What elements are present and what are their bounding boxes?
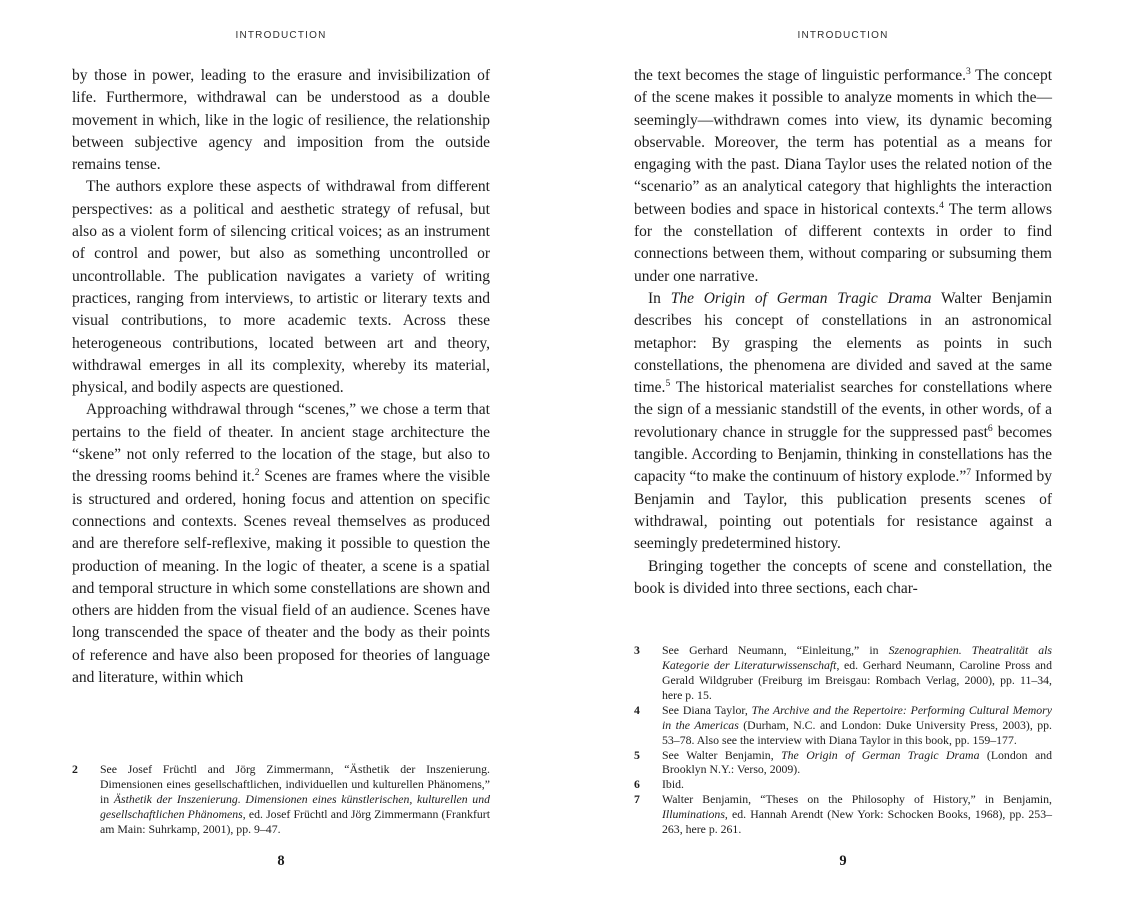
footnote-number: 5 <box>634 747 640 762</box>
footnote-number: 7 <box>634 792 640 807</box>
footnote <box>72 762 490 837</box>
paragraph: In The Origin of German Tragic Drama Walter Benjamin describes his concept of constellations in an astronomical metaphor: By grasping the elements as points in such constellations, the phenomena are divided and saved at the same time.$^5$ The historical materialist searches for constellations where the sign of a messianic standstill of the events, in other words, of a revolutionary chance in struggle for the suppressed past$^6$ becomes tangible. According to Benjamin, thinking in constellations has the capacity “to make the continuum of history explode.”$^7$ Informed by Benjamin and Taylor, this publication presents scenes of withdrawal, pointing out potentials for resistance against a seemingly predetermined history. <box>634 289 1052 553</box>
page-number-right: 9 <box>839 853 847 869</box>
footnotes-right <box>634 643 1052 837</box>
paragraph: Approaching withdrawal through “scenes,” we chose a term that pertains to the field of theater. In ancient stage architecture the “skene” not only referred to the location of the stage, but also to the dressing rooms behind it.$^2$ Scenes are frames where the visible is structured and ordered, honing focus and attention on specific connections and contexts. Scenes reveal themselves as produced and are therefore self-reflexive, making it possible to question the production of meaning. In the logic of theater, a scene is a spatial and temporal structure in which some constellations are shown and others are hidden from the visual field of an audience. Scenes have long transcended the space of theater and the body as their points of reference and have also been proposed for theories of language and literature, within which <box>72 401 491 687</box>
footnote-number: 6 <box>634 777 640 792</box>
footnote-text: Ibid. <box>662 777 684 792</box>
footnote-text: See Walter Benjamin, The Origin of German Tragic Drama (London and Brooklyn N.Y.: Verso, 2009). <box>662 747 1052 777</box>
page-number-left: 8 <box>277 853 285 869</box>
paragraph: The authors explore these aspects of withdrawal from different perspectives: as a political and aesthetic strategy of refusal, but also as a violent form of silencing critical voices; as an instrument of control and power, but also as something uncontrolled or uncontrollable. The publication navigates a variety of writing practices, ranging from interviews, to artistic or literary texts and visual contributions, to more academic texts. Across these heterogeneous contributions, located between art and theory, withdrawal emerges in all its complexity, whereby its material, physical, and bodily aspects are questioned. <box>72 178 490 397</box>
paragraph: Bringing together the concepts of scene and constellation, the book is divided into three sections, each char- <box>634 557 1052 597</box>
footnote-text: See Josef Früchtl and Jörg Zimmermann, “Ästhetik der Inszenierung. Dimensionen eines gesellschaftlichen, individuellen und kulturellen Phänomens,” in Ästhetik der Inszenierung. Dimensionen eines künstlerischen, kulturellen und gesellschaftlichen Phänomens, ed. Josef Früchtl and Jörg Zimmermann (Frankfurt am Main: Suhrkamp, 2001), pp. 9–47. <box>100 762 491 837</box>
running-header-right: INTRODUCTION <box>797 30 889 41</box>
footnote-number: 2 <box>72 762 78 777</box>
paragraph: by those in power, leading to the erasure and invisibilization of life. Furthermore, withdrawal can be understood as a double movement in which, like in the logic of resilience, the relationship between subjective agency and imposition from the outside remains tense. <box>72 67 490 174</box>
footnote <box>634 748 1052 778</box>
footnote-text: See Diana Taylor, The Archive and the Repertoire: Performing Cultural Memory in the Americas (Durham, N.C. and London: Duke University Press, 2003), pp. 53–78. Also see the interview with Diana Taylor in this book, pp. 159–177. <box>662 702 1052 747</box>
paragraph: the text becomes the stage of linguistic performance.$^3$ The concept of the scene makes it possible to analyze moments in which the—seemingly—withdrawn comes into view, its dynamic becoming observable. Moreover, the term has potential as a means for engaging with the past. Diana Taylor uses the related notion of the “scenario” as an analytical category that highlights the interaction between bodies and space in historical contexts.$^4$ The term allows for the constellation of different contexts in order to find connections between them, without comparing or subsuming them under one narrative. <box>634 65 1052 285</box>
footnotes-left <box>72 762 490 837</box>
footnote-number: 3 <box>634 643 640 658</box>
footnote <box>634 792 1052 837</box>
footnote <box>634 643 1052 703</box>
footnote <box>634 777 1052 792</box>
page-left-body <box>72 65 490 689</box>
footnote-text: Walter Benjamin, “Theses on the Philosophy of History,” in Benjamin, Illuminations, ed. Hannah Arendt (New York: Schocken Books, 1968), pp. 253–263, here p. 261. <box>662 792 1052 837</box>
page-right <box>562 0 1124 904</box>
page-right-body <box>634 65 1052 600</box>
footnote-text: See Gerhard Neumann, “Einleitung,” in Szenographien. Theatralität als Kategorie der Literaturwissenschaft, ed. Gerhard Neumann, Caroline Pross and Gerald Wildgruber (Freiburg im Breisgau: Rombach Verlag, 2000), pp. 11–34, here p. 15. <box>662 643 1053 702</box>
whitespace-spacer <box>634 600 1052 643</box>
footnote-number: 4 <box>634 702 640 717</box>
footnote <box>634 703 1052 748</box>
running-header-left: INTRODUCTION <box>235 30 327 41</box>
whitespace-spacer <box>72 689 490 762</box>
